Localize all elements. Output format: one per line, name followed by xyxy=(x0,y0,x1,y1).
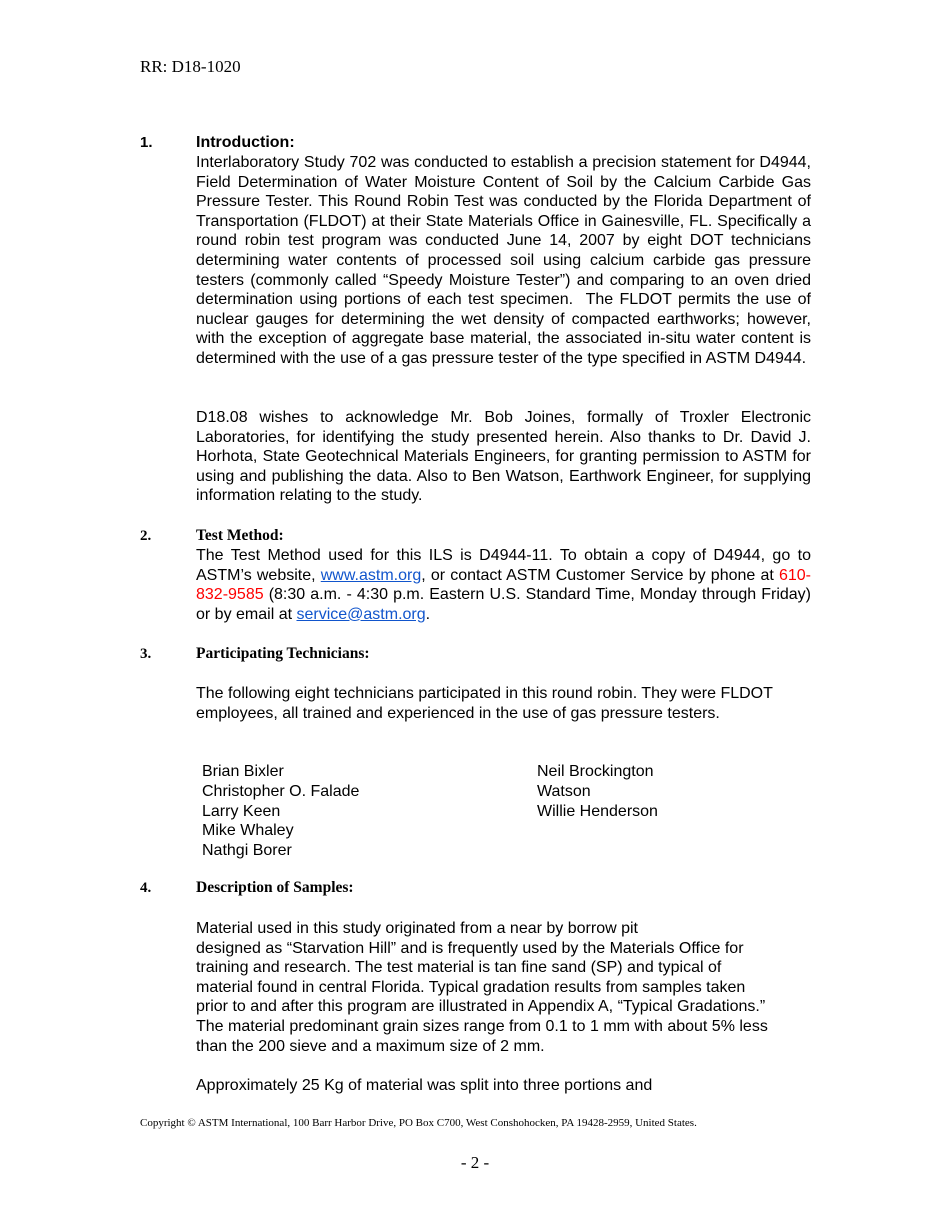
technician-name: Watson xyxy=(537,782,591,800)
paragraph-line: designed as “Starvation Hill” and is frequently used by the Materials Office for xyxy=(196,939,744,957)
report-id-header: RR: D18-1020 xyxy=(140,57,241,76)
technician-name: Christopher O. Falade xyxy=(202,782,360,800)
section-4-number: 4. xyxy=(140,880,152,896)
section-1-paragraph-2: D18.08 wishes to acknowledge Mr. Bob Joines, formally of Troxler Electronic Laboratories, for identifying the study presented herein. Also thanks to Dr. David J. Horhota, State Geotechnical Materials Engineers, for granting permission to ASTM for using and publishing the data. Also to Ben Watson, Earthwork Engineer, for supplying information relating to the study. xyxy=(196,409,811,505)
section-3-intro: The following eight technicians participated in this round robin. They were FLDOT employees, all trained and experienced in the use of gas pressure testers. xyxy=(196,685,773,722)
copyright-footer: Copyright © ASTM International, 100 Barr Harbor Drive, PO Box C700, West Conshohocken, PA 19428-2959, United States. xyxy=(140,1117,697,1129)
service-email-link[interactable]: service@astm.org xyxy=(296,605,426,623)
section-3-number: 3. xyxy=(140,646,152,662)
paragraph-line: training and research. The test material is tan fine sand (SP) and typical of xyxy=(196,959,722,977)
section-2-text-b: , or contact ASTM Customer Service by phone at xyxy=(421,566,779,584)
section-2-paragraph xyxy=(196,546,811,624)
section-2-text-a: The Test Method used for this ILS is D4944-11. To obtain a copy of D4944, go to ASTM’s website, xyxy=(196,547,811,584)
section-2-number: 2. xyxy=(140,528,152,544)
technician-name: Neil Brockington xyxy=(537,763,654,780)
customer-service-phone[interactable]: 610-832-9585 xyxy=(196,566,812,604)
section-4-title: Description of Samples: xyxy=(196,879,354,896)
technician-name: Nathgi Borer xyxy=(202,842,292,860)
section-1-number: 1. xyxy=(140,134,153,151)
paragraph-line: Material used in this study originated from a near by borrow pit xyxy=(196,920,638,937)
technician-name: Larry Keen xyxy=(202,802,281,820)
astm-website-link[interactable]: www.astm.org xyxy=(320,566,422,584)
paragraph-line: than the 200 sieve and a maximum size of 2 mm. xyxy=(196,1037,545,1055)
section-2-title: Test Method: xyxy=(196,527,284,544)
paragraph-line: The material predominant grain sizes range from 0.1 to 1 mm with about 5% less xyxy=(196,1017,768,1035)
section-4-paragraph-2: Approximately 25 Kg of material was split into three portions and xyxy=(196,1077,653,1094)
page-number: - 2 - xyxy=(460,1153,490,1172)
section-1-paragraph-1: Interlaboratory Study 702 was conducted to establish a precision statement for D4944, Field Determination of Water Moisture Content of Soil by the Calcium Carbide Gas Pressure Tester. This Round Robin Test was conducted by the Florida Department of Transportation (FLDOT) at their State Materials Office in Gainesville, FL. Specifically a round robin test program was conducted June 14, 2007 by eight DOT technicians determining water contents of processed soil using calcium carbide gas pressure testers (commonly called “Speedy Moisture Tester”) and comparing to an oven dried determination using portions of each test specimen. The FLDOT permits the use of nuclear gauges for determining the wet density of compacted earthworks; however, with the exception of aggregate base material, the associated in-situ water content is determined with the use of a gas pressure tester of the type specified in ASTM D4944. xyxy=(196,154,811,367)
technician-name: Mike Whaley xyxy=(202,822,294,840)
paragraph-line: material found in central Florida. Typical gradation results from samples taken xyxy=(196,978,746,996)
technician-name: Brian Bixler xyxy=(202,763,284,780)
technician-name: Willie Henderson xyxy=(537,802,658,820)
section-2-text-d: . xyxy=(425,605,431,623)
section-2-text-c: (8:30 a.m. - 4:30 p.m. Eastern U.S. Standard Time, Monday through Friday) or by email at xyxy=(196,586,811,623)
technician-list-right xyxy=(537,762,658,821)
paragraph-line: prior to and after this program are illustrated in Appendix A, “Typical Gradations.” xyxy=(196,998,766,1016)
technician-list-left xyxy=(202,762,359,861)
section-1-title: Introduction: xyxy=(196,134,295,151)
section-3-title: Participating Technicians: xyxy=(196,645,370,662)
section-4-paragraph-1 xyxy=(196,919,811,1056)
